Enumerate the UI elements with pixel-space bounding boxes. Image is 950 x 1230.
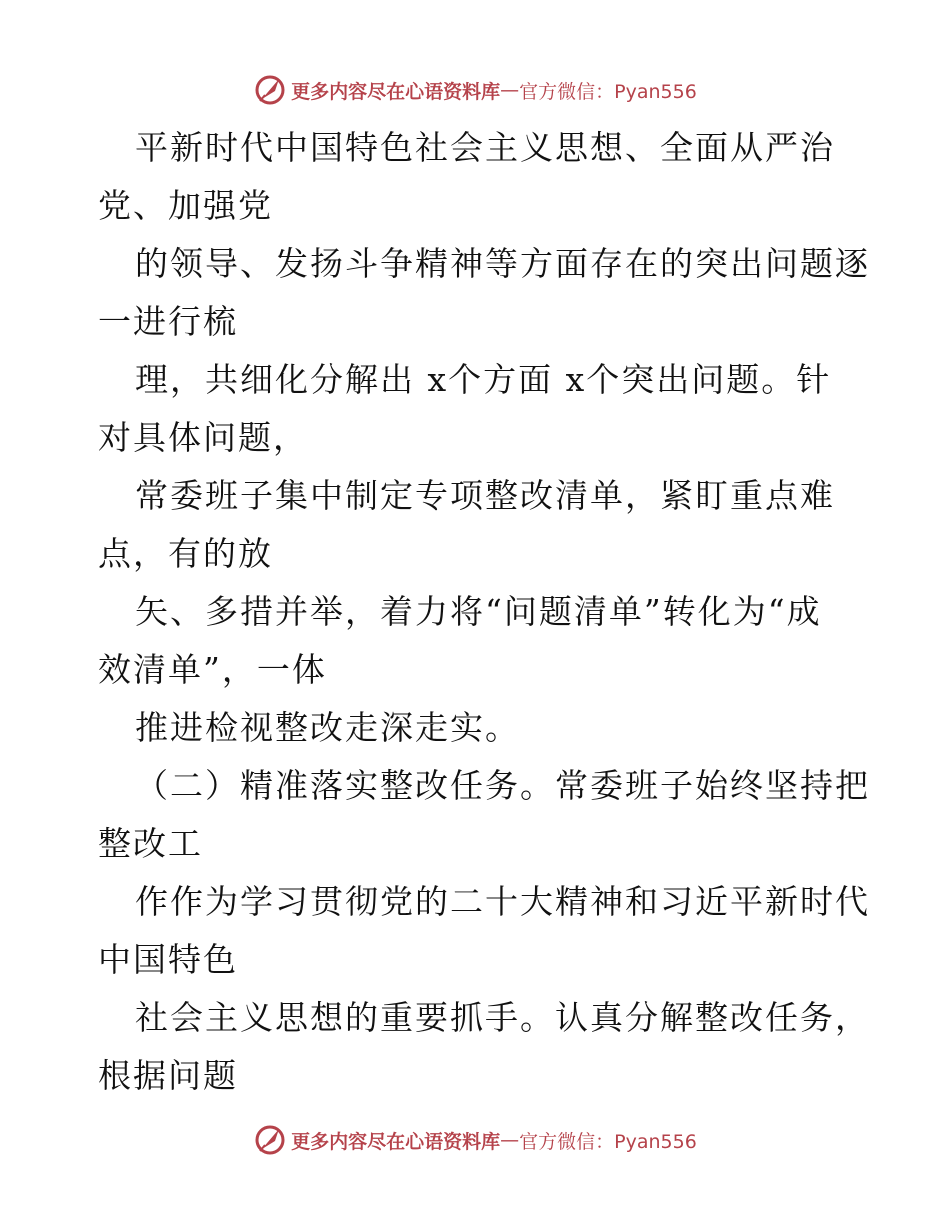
text-line: 根据问题 bbox=[98, 1056, 238, 1095]
text-line: 作作为学习贯彻党的二十大精神和习近平新时代 bbox=[135, 882, 870, 921]
footer-banner-separator: — bbox=[500, 1129, 520, 1151]
text-line: 点，有的放 bbox=[98, 534, 273, 573]
text-line: 对具体问题， bbox=[98, 418, 308, 457]
text-line: 理，共细化分解出 x个方面 x个突出问题。针 bbox=[135, 360, 832, 399]
footer-banner-title: 更多内容尽在心语资料库 bbox=[291, 1130, 501, 1153]
header-banner-separator: — bbox=[500, 79, 520, 101]
text-line: 推进检视整改走深走实。 bbox=[135, 708, 520, 747]
header-banner-title: 更多内容尽在心语资料库 bbox=[291, 80, 501, 103]
header-banner-wechat: 官方微信：Pyan556 bbox=[519, 80, 697, 103]
text-line: （二）精准落实整改任务。常委班子始终坚持把 bbox=[135, 766, 870, 805]
text-line: 中国特色 bbox=[98, 940, 238, 979]
footer-banner-inner bbox=[253, 1123, 697, 1157]
text-line: 矢、多措并举，着力将“问题清单”转化为“成 bbox=[135, 592, 822, 631]
footer-banner bbox=[0, 1120, 950, 1160]
text-line: 效清单”，一体 bbox=[98, 650, 327, 689]
text-line: 的领导、发扬斗争精神等方面存在的突出问题逐 bbox=[135, 244, 870, 283]
text-line: 党、加强党 bbox=[98, 186, 273, 225]
text-line: 社会主义思想的重要抓手。认真分解整改任务， bbox=[135, 998, 870, 1037]
quill-logo-icon bbox=[253, 1123, 287, 1157]
text-line: 常委班子集中制定专项整改清单，紧盯重点难 bbox=[135, 476, 835, 515]
text-line: 平新时代中国特色社会主义思想、全面从严治 bbox=[135, 128, 835, 167]
text-line: 整改工 bbox=[98, 824, 203, 863]
text-line: 一进行梳 bbox=[98, 302, 238, 341]
footer-banner-wechat: 官方微信：Pyan556 bbox=[519, 1130, 697, 1153]
